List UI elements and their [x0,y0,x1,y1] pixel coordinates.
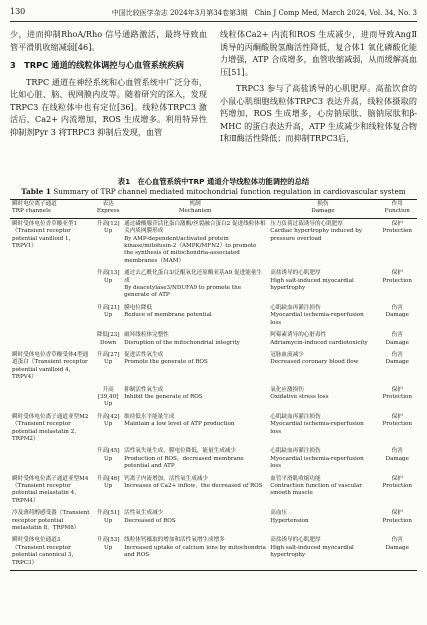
function-en: Protection [382,277,413,284]
channel-cell [10,508,94,535]
damage-en: Hypertension [270,517,309,524]
mechanism-zh: 破坏线粒体完整性 [124,332,169,339]
channel-cell [10,535,94,570]
function-zh: 伤害 [391,448,403,455]
express-cell [94,474,122,509]
mechanism-cell [122,303,268,330]
damage-cell [268,218,377,268]
column-header-zh: 机制 [189,201,201,207]
mechanism-en: Maintain a low level of ATP production [124,421,235,428]
express-en: Up [104,544,113,551]
express-cell [94,303,122,330]
channel-cell [10,330,94,350]
function-cell [378,446,417,473]
channel-name: 瞬时受体电位通道3（Transient receptor potential canonical 3，TRPC3） [12,537,78,566]
column-header-en: Express [96,208,120,215]
mechanism-en: Reduce of membrane potential [124,312,212,319]
damage-zh: 高盐诱导的心肌肥厚 [270,270,321,277]
damage-cell [268,535,377,570]
mechanism-cell [122,474,268,509]
express-zh: 升高[39,40] [97,386,119,400]
damage-en: Myocardial ischemia-reperfusion loss [270,455,364,470]
damage-en: High salt-induced myocardial hypertrophy [270,544,354,559]
damage-zh: 心肌缺血再灌注损伤 [270,304,321,311]
channel-cell [10,218,94,268]
table-row [10,218,417,268]
table-body [10,218,417,570]
table-row [10,385,417,412]
table-caption-en [10,187,417,197]
table-label: Table 1 [21,187,51,196]
function-en: Protection [382,421,413,428]
express-en: Up [104,421,113,428]
express-cell [94,350,122,385]
express-zh: 降低[23] [96,332,120,339]
function-cell [378,268,417,303]
express-zh: 升高[21] [96,304,120,311]
header-rule [10,21,417,22]
mechanism-zh: 抑制活性氧生成 [124,386,164,393]
channel-cell [10,268,94,303]
column-header-en: Damage [311,208,335,215]
mechanism-en: Decreased of ROS [124,517,176,524]
mechanism-zh: 膜电位降低 [124,304,153,311]
damage-zh: 高盐诱导的心肌肥厚 [270,537,321,544]
express-cell [94,330,122,350]
channel-name: 瞬时受体电位离子通道亚型M4（Transient receptor potential melastatin 4，TRPM4） [12,475,89,504]
damage-cell [268,350,377,385]
function-en: Protection [382,483,413,489]
mechanism-zh: 活性氧生成减少 [124,510,164,517]
function-cell [378,218,417,268]
function-zh: 伤害 [391,537,403,544]
express-en: Up [104,228,113,235]
table-row [10,303,417,330]
damage-en: Oxidative stress loss [270,393,329,400]
damage-zh: 血管平滑肌收缩功能 [270,475,321,482]
table-row [10,446,417,473]
damage-cell [268,303,377,330]
damage-cell [268,508,377,535]
function-cell [378,412,417,447]
damage-zh: 心肌缺血再灌注损伤 [270,448,321,455]
mechanism-en: By deacetylase3/NDUFA9 to promote the generate of ATP [124,285,242,299]
function-en: Damage [385,312,409,319]
column-header [268,200,377,219]
damage-en: Contraction function of vascular smooth muscle [270,483,362,497]
column-header-en: Mechanism [178,208,212,215]
express-cell [94,268,122,303]
section-heading: 3 TRPC 通道的线粒体调控与心血管系统疾病 [10,60,184,70]
damage-zh: 冠脉血流减少 [270,351,304,358]
damage-en: Decreased coronary blood flow [270,359,359,366]
mechanism-cell [122,330,268,350]
function-zh: 伤害 [391,332,403,339]
mechanism-zh: 线粒体钙摄取的增加和活性氧增生成增多 [124,537,225,544]
damage-zh: 心肌缺血再灌注损伤 [270,413,321,420]
damage-cell [268,446,377,473]
function-en: Protection [382,517,413,524]
express-cell [94,508,122,535]
mechanism-cell [122,268,268,303]
table-caption [10,177,417,197]
table-header-row [10,200,417,219]
mechanism-en: By AMP-dependent/activated protein kinase/mitofusin-2（AMPK/MFN2）to promote the synthesis of mitochondria-associated membranes（MAM） [124,235,257,264]
table-row [10,350,417,385]
mechanism-cell [122,535,268,570]
mechanism-en: Increases of Ca2+ inflow，the decreased of ROS [124,483,263,489]
express-en: Down [100,339,117,346]
mechanism-zh: 活性氧失量生成，膜电位降低，能量生成减少 [124,448,236,455]
left-column [10,28,207,142]
function-zh: 保护 [391,510,403,517]
column-header-zh: 表达 [102,201,114,207]
paragraph: TRPC 通道在神经系统和心血管系统中广泛分布，比如心脏、脑、视网膜内皮等。随着研究的深入，发现TRPC3 在线粒体中也有定位[36]。线粒体TRPC3 激活后，Ca2+ 内流增加，ROS 生成增多。利用特异性抑制剂Pyr 3 将TRPC3 抑制后发现，血管 [10,76,207,137]
mechanism-en: Disruption of the mitochondrial integrity [124,339,240,346]
column-header [378,200,417,219]
table-row [10,330,417,350]
express-en: Up [104,401,113,408]
express-en: Up [104,312,113,319]
journal-title: 中国比较医学杂志 2024年3月第34卷第3期 Chin J Comp Med, March 2024, Vol. 34, No. 3 [111,9,417,17]
function-zh: 保护 [391,270,403,277]
damage-zh: 阿霉素诱导的心脏毒性 [270,332,327,339]
express-cell [94,385,122,412]
channel-cell [10,303,94,330]
mechanism-en: Inhibit the generate of ROS [124,393,203,400]
damage-zh: 高血压 [270,510,288,517]
function-zh: 伤害 [391,304,403,311]
function-en: Damage [385,455,409,462]
column-header-en: TRP channels [12,208,51,215]
column-header [94,200,122,219]
function-en: Damage [385,544,409,551]
express-en: Up [104,359,113,366]
function-zh: 保护 [391,386,403,393]
column-header [10,200,94,219]
express-cell [94,218,122,268]
channel-cell [10,350,94,385]
damage-en: Adriamycin-induced cardiotoxicity [270,339,368,346]
column-header-zh: 瞬时电位离子通道 [12,201,57,207]
function-cell [378,508,417,535]
mechanism-cell [122,508,268,535]
mechanism-en: Promote the generate of ROS [124,359,208,366]
express-zh: 升高[12] [96,220,120,227]
express-zh: 升高[51] [96,510,120,517]
table-row [10,412,417,447]
table-caption-text: Summary of TRP channel mediated mitochondrial function regulation in cardiovascular system [53,187,406,196]
channel-cell [10,446,94,473]
mechanism-cell [122,446,268,473]
damage-cell [268,474,377,509]
channel-cell [10,412,94,447]
mechanism-cell [122,412,268,447]
express-zh: 升高[42] [96,413,120,420]
table-row [10,508,417,535]
mechanism-zh: 钙离子内流增加，活性氧生成减少 [124,475,209,482]
summary-table [10,199,417,571]
table-caption-zh: 表1 在心血管系统中TRP 通道介导线粒体功能调控的总结 [117,177,310,186]
table-row [10,535,417,570]
mechanism-cell [122,218,268,268]
function-en: Protection [382,228,413,235]
damage-en: Cardiac hypertrophy induced by pressure overload [270,228,362,242]
paragraph: 线粒体Ca2+ 内流和ROS 生成减少，进而导致AngⅡ诱导的丙酮酸脱氢酶活性降低，复合体1 氧化磷酸化能力增强，ATP 合成增多，血管收缩减弱，从而缓解高血压[51]。 [220,29,417,77]
function-zh: 保护 [391,413,403,420]
page-number: 130 [10,7,26,16]
function-en: Damage [385,359,409,366]
function-cell [378,303,417,330]
column-header [122,200,268,219]
column-header-zh: 损伤 [317,201,329,207]
mechanism-zh: 通过去乙酰化蛋白3/泛醌氧化还原酶亚基A9 促进能量生成 [124,270,262,284]
express-cell [94,446,122,473]
function-cell [378,330,417,350]
damage-zh: 压力负荷过载诱导的心肌肥厚 [270,220,343,227]
damage-cell [268,385,377,412]
function-en: Protection [382,393,413,400]
mechanism-zh: 通过磷酸腺苷活化蛋白激酶/丝裂融合蛋白2 促进线粒体相关内质网膜形成 [124,220,266,235]
function-cell [378,535,417,570]
function-zh: 保护 [391,220,403,227]
channel-cell [10,474,94,509]
express-en: Up [104,277,113,284]
mechanism-cell [122,385,268,412]
damage-en: Myocardial ischemia-reperfusion loss [270,312,364,326]
paragraph: 少，进而抑制RhoA/Rho 信号通路激活，最终导致血管平滑肌收缩减弱[46]。 [10,29,207,52]
mechanism-zh: 维持低水平能量生成 [124,413,175,420]
right-column [220,28,417,149]
damage-en: Myocardial ischemia-reperfusion loss [270,421,364,435]
function-zh: 保护 [391,475,403,482]
channel-name: 瞬时受体电位香草酸亚型1（Transient receptor potential vanilloid 1，TRPV1） [12,220,78,250]
mechanism-en: Increased uptake of calcium ions by mitochondria and ROS [124,544,266,559]
paragraph: TRPC3 参与了高盐诱导的心肌肥厚。高盐饮食的小鼠心肌细胞线粒体TRPC3 表达升高，线粒体摄取的钙增加，ROS 生成增多，心房钠尿肽、脑钠尿肽和β-MHC 的蛋白表达升高，ATP 生成减少和线粒体复合物Ⅰ和Ⅱ酶活性降低；而抑制TRPC3后， [220,83,417,143]
table-row [10,268,417,303]
mechanism-cell [122,350,268,385]
function-cell [378,474,417,509]
function-cell [378,350,417,385]
damage-cell [268,412,377,447]
damage-cell [268,330,377,350]
function-zh: 伤害 [391,351,403,358]
channel-name: 瞬时受体电位离子通道亚型M2（Transient receptor potential melastatin 2，TRPM2） [12,413,89,442]
function-cell [378,385,417,412]
express-en: Up [104,483,113,489]
express-zh: 升高[13] [96,270,120,277]
damage-en: High salt-induced myocardial hypertrophy [270,277,354,292]
express-en: Up [104,517,113,524]
table-row [10,474,417,509]
mechanism-en: Production of ROS，decreased membrane potential and ATP [124,455,244,470]
express-cell [94,412,122,447]
express-zh: 升高[46] [96,475,120,482]
express-zh: 升高[53] [96,537,120,544]
channel-name: 瞬时受体电位香草酸受体4型通道蛋白（Transient receptor potential vanilloid 4，TRPV4） [12,351,89,381]
express-cell [94,535,122,570]
express-en: Up [104,455,113,462]
channel-cell [10,385,94,412]
express-zh: 升高[45] [96,448,120,455]
function-en: Damage [385,339,409,346]
channel-name: 冷及薄荷醇感受器（Transient receptor potential melastatin 8，TRPM8） [12,510,90,532]
column-header-zh: 作用 [391,201,403,207]
express-zh: 升高[27] [96,351,120,358]
mechanism-zh: 促进活性氧生成 [124,351,164,358]
damage-zh: 氧化应激损伤 [270,386,304,393]
running-header [10,7,417,21]
column-header-en: Function [384,208,410,215]
damage-cell [268,268,377,303]
